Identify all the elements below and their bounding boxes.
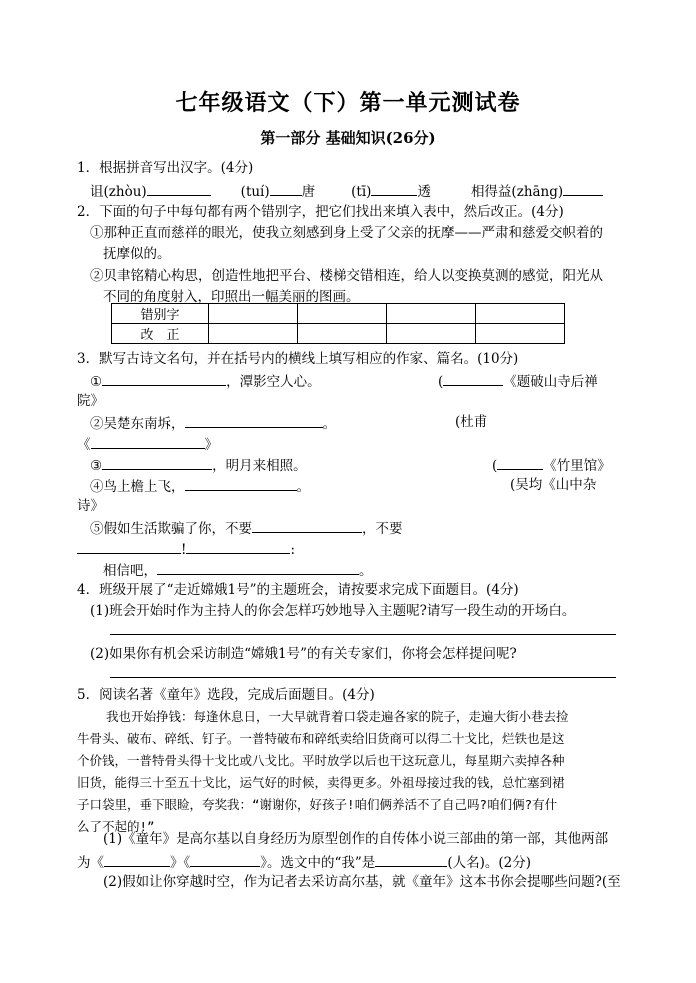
table-cell[interactable] — [387, 324, 476, 344]
q3-line-1 — [90, 371, 321, 391]
q3-line-4 — [90, 476, 310, 496]
table-row — [112, 324, 565, 344]
q3-l1-text: ，潭影空人心。 — [226, 374, 321, 390]
q2-sentence-2: ②贝聿铭精心构思，创造性地把平台、楼梯交错相连，给人以变换莫测的感觉，阳光从 — [90, 268, 603, 284]
q5-blank-1[interactable] — [104, 852, 170, 867]
q3-l5-text-b: ，不要 — [362, 521, 403, 537]
q3-line-3-source — [492, 455, 611, 475]
q1-item-6: 相得益(zhāng) — [470, 184, 564, 200]
q5-s1-mid: 》《 — [170, 855, 191, 871]
q3-l3-num: ③ — [90, 458, 103, 474]
q3-l1-paren: ( — [438, 374, 444, 390]
q3-l1-book: 《题破山寺后禅 — [503, 374, 598, 390]
q3-line-5-cont — [77, 539, 295, 559]
q4-sub-1: (1)班会开始时作为主持人的你会怎样巧妙地导入主题呢?请写一段生动的开场白。 — [90, 603, 576, 619]
q3-l2-author: (杜甫 — [455, 414, 488, 430]
q3-l3-text: ，明月来相照。 — [212, 458, 307, 474]
q3-l3-book: 《竹里馆》 — [543, 458, 611, 474]
q1-item-2: (tuí) — [240, 184, 270, 200]
q3-blank-6[interactable] — [497, 455, 543, 470]
q2-stem: 2．下面的句子中每句都有两个错别字，把它们找出来填入表中，然后改正。(4分) — [77, 204, 564, 220]
q3-blank-11[interactable] — [157, 560, 359, 575]
q3-l2-book-open: 《 — [77, 437, 91, 453]
table-cell[interactable] — [298, 324, 387, 344]
q4-answer-line-2[interactable] — [110, 677, 616, 678]
table-cell[interactable] — [209, 324, 298, 344]
q5-sub-1-cont — [77, 852, 531, 872]
q3-blank-9[interactable] — [77, 539, 181, 554]
q3-l1-num: ① — [90, 374, 103, 390]
q3-l4-end: 。 — [296, 479, 310, 495]
q1-item-3: 唐 — [301, 184, 316, 200]
q5-s1-open: 为《 — [77, 855, 104, 871]
q1-item-5: 透 — [417, 184, 431, 200]
row-label-correct: 改 正 — [112, 324, 209, 344]
q1-items — [90, 181, 603, 201]
q1-blank-3[interactable] — [371, 181, 417, 196]
table-cell[interactable] — [298, 304, 387, 324]
part-one-title: 第一部分 基础知识(26分) — [260, 129, 436, 147]
passage-line: 个价钱，一普特骨头得十戈比或八戈比。平时放学以后也干这玩意儿，每星期六卖掉各种 — [77, 753, 565, 768]
q5-s1-end: (人名)。(2分) — [447, 855, 531, 871]
q3-l5-text-c: 相信吧， — [103, 563, 157, 579]
q2-sentence-1-cont: 抚摩似的。 — [103, 246, 171, 262]
q2-sentence-1: ①那种正直而慈祥的眼光，使我立刻感到身上受了父亲的抚摩——严肃和慈爱交帜着的 — [90, 225, 603, 241]
passage-line: 旧货，能得三十至五十戈比，运气好的时候，卖得更多。外祖母接过我的钱，总忙塞到裙 — [77, 775, 565, 790]
q3-blank-1[interactable] — [102, 371, 226, 386]
passage-line: 我也开始挣钱：每逢休息日，一大早就背着口袋走遍各家的院子，走遍大街小巷去捡 — [106, 709, 569, 724]
q1-blank-4[interactable] — [563, 181, 603, 196]
q3-blank-3[interactable] — [185, 413, 323, 428]
q3-l5-colon: : — [290, 542, 295, 558]
q3-l4-source-cont: 诗》 — [77, 498, 104, 514]
table-cell[interactable] — [476, 324, 565, 344]
q3-l5-excl: ! — [181, 542, 187, 558]
q1-blank-1[interactable] — [147, 181, 211, 196]
q5-blank-3[interactable] — [375, 852, 447, 867]
q4-answer-line-1[interactable] — [110, 634, 616, 635]
table-cell[interactable] — [476, 304, 565, 324]
error-table — [111, 303, 565, 344]
q3-l1-book-cont: 院》 — [77, 393, 104, 409]
q3-blank-8[interactable] — [252, 518, 362, 533]
q5-blank-2[interactable] — [190, 852, 260, 867]
q3-l5-text-a: ⑤假如生活欺骗了你，不要 — [90, 521, 252, 537]
q3-blank-10[interactable] — [186, 539, 290, 554]
q1-item-4: (tī) — [351, 184, 372, 200]
q3-blank-5[interactable] — [102, 455, 212, 470]
q3-l2-book-close: 》 — [204, 437, 218, 453]
q1-blank-2[interactable] — [270, 181, 302, 196]
table-cell[interactable] — [387, 304, 476, 324]
passage-line: 子口袋里，垂下眼睑，夸奖我：“谢谢你，好孩子!咱们俩养活不了自己吗?咱们俩?有什 — [77, 797, 558, 812]
q3-l4-text: ④鸟上檐上飞， — [90, 479, 185, 495]
q3-stem: 3．默写古诗文名句，并在括号内的横线上填写相应的作家、篇名。(10分) — [77, 351, 519, 367]
q5-sub-1: (1)《童年》是高尔基以自身经历为原型创作的自传体小说三部曲的第一部，其他两部 — [103, 831, 609, 847]
q3-blank-7[interactable] — [185, 476, 297, 491]
q3-l4-source: (吴均《山中杂 — [510, 477, 597, 493]
q3-line-2-book — [77, 434, 218, 454]
q1-item-1: 诅(zhòu) — [90, 184, 147, 200]
q4-sub-2: (2)如果你有机会采访制造“嫦娥1号”的有关专家们，你将会怎样提问呢? — [90, 646, 517, 662]
q3-line-1-source — [438, 371, 598, 391]
passage-line: 牛骨头、破布、碎纸、钉子。一普特破布和碎纸卖给旧货商可以得二十戈比，烂铁也是这 — [77, 731, 565, 746]
q1-stem: 1．根据拼音写出汉字。(4分) — [77, 160, 254, 176]
q3-l5-end: 。 — [359, 563, 373, 579]
table-cell[interactable] — [209, 304, 298, 324]
q3-blank-4[interactable] — [91, 434, 205, 449]
q5-s1-text: 》。选文中的“我”是 — [260, 855, 376, 871]
q4-stem: 4．班级开展了“走近嫦娥1号”的主题班会，请按要求完成下面题目。(4分) — [77, 582, 519, 598]
table-row — [112, 304, 565, 324]
q3-line-5 — [90, 518, 403, 538]
q3-l2-text: ②吴楚东南坼， — [90, 416, 185, 432]
row-label-wrong: 错别字 — [112, 304, 209, 324]
q5-sub-2: (2)假如让你穿越时空，作为记者去采访高尔基，就《童年》这本书你会提哪些问题?(至 — [103, 874, 621, 890]
q3-l2-end: 。 — [322, 416, 336, 432]
q3-l3-paren: ( — [492, 458, 498, 474]
q2-sentence-2-cont: 不同的角度射入，印照出一幅美丽的图画。 — [103, 289, 360, 305]
page-title: 七年级语文（下）第一单元测试卷 — [175, 90, 521, 116]
q5-stem: 5．阅读名著《童年》选段，完成后面题目。(4分) — [77, 687, 375, 703]
q3-blank-2[interactable] — [443, 371, 503, 386]
q3-line-5-end — [103, 560, 373, 580]
q3-line-2 — [90, 413, 336, 433]
q3-line-3 — [90, 455, 307, 475]
passage-line: 么了不起的!” — [77, 819, 155, 834]
